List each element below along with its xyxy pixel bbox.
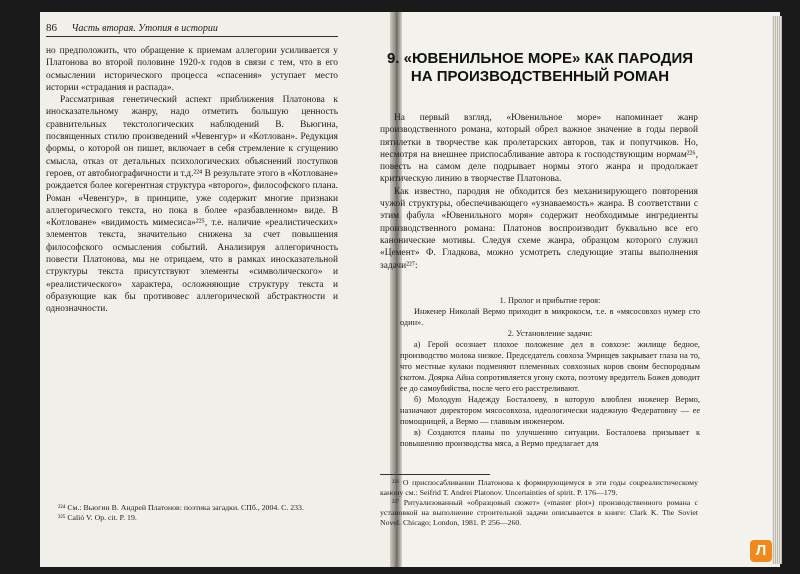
footnote: ²²⁵ Caliò V. Op. cit. P. 19. — [58, 513, 137, 522]
footnote: ²²⁴ См.: Вьюгин В. Андрей Платонов: поэтика загадки. СПб., 2004. С. 233. — [58, 503, 304, 512]
outline-step: 2. Установление задачи: — [507, 329, 593, 338]
page-number: 86 — [46, 22, 57, 34]
footnote: ²²⁶ О приспосабливании Платонова к формирующемуся в эти годы соцреалистическому канону см.: Seifrid T. Andrei Platonov. Uncertainties of spirit. P. 176—179. — [380, 478, 698, 497]
page-edges — [772, 16, 782, 564]
paragraph: но предположить, что обращение к приемам аллегории усиливается у Платонова во второй половине 1920-х годов в связи с тем, что в его осмыслении исторического процесса «спасения» уступает место истории «страдания и распада». — [46, 46, 338, 93]
chapter-heading: 9. «ЮВЕНИЛЬНОЕ МОРЕ» КАК ПАРОДИЯ НА ПРОИЗВОДСТВЕННЫЙ РОМАН — [386, 50, 694, 85]
outline-text: Инженер Николай Вермо приходит в микрокосм, т.е. в «мясосовхоз нумер сто один». — [400, 307, 700, 327]
paragraph: Рассматривая генетический аспект приближения Платонова к иносказательному жанру, надо отметить большую ценность сравнительных текстологических наблюдений В. Вьюгина, посвященных стилю произведений «Чевенгур» и «Котлован». Редукция формы, о которой он пишет, включает в себя стремление к сгущению смысла, отказ от детальных психологических объяснений поступков героев, от автобиографичности и т.д.²²⁴ В результате этого в «Котловане» рождается более когерентная структура «второго», философского плана. Роман «Чевенгур», в принципе, уже содержит многие признаки аллегорического текста, но пока в более «разбавленном» виде. В «Котловане» «видимость мимесиса»²²⁵, т.е. наличие «реалистических» элементов текста, значительно снижена за счет повышения философского осмысления событий. Анализируя аллегоричность повести Платонова, мы не отрицаем, что в рамках иносказательной структуры текста присутствуют элементы «символического» и «реалистического» характера, осложняющие структуру текста и образующие как бы противовес аллегорической абстрактности и однозначности. — [46, 95, 339, 315]
running-head-title: Часть вторая. Утопия в истории — [71, 23, 218, 34]
right-body-text — [380, 112, 698, 272]
watermark-logo-icon: Л — [750, 540, 772, 562]
outline-text: а) Герой осознает плохое положение дел в совхозе: жилище бедное, производство молока низкое. Председатель совхоза Умрищев закрывает глаза на то, что местные кулаки подменяют племенных совхозных коров своим беспородным скотом. Доярка Айна сопротивляется угону скота, поэтому вредитель Божев доводит ее до самоубийства, после чего его расстреливают. — [400, 340, 700, 393]
right-footnotes — [380, 478, 698, 528]
left-body-text — [46, 45, 338, 316]
paragraph: На первый взгляд, «Ювенильное море» напоминает жанр производственного романа, который обрел важное значение в годы первой пятилетки в творчестве как пролетарских авторов, так и попутчиков. Но, несмотря на внешнее приспосабливание автора к господствующим нормам²²⁶, повесть на самом деле подрывает нормы этого жанра и продолжает критическую линию в творчестве Платонова. — [380, 113, 698, 185]
outline-text: б) Молодую Надежду Босталоеву, в которую влюблен инженер Вермо, назначают директором мясосовхоза, идеологически надежную Федератовну — ее помощницей, а Вермо — главным инженером. — [400, 395, 700, 426]
left-footnotes — [46, 503, 338, 523]
outline-text: в) Создаются планы по улучшению ситуации. Босталоева призывает к повышению производства мяса, а Вермо предлагает для — [400, 428, 700, 448]
footnote: ²²⁷ Ритуализованный «образцовый сюжет» («master plot») производственного романа с установкой на выполнение строительной задачи описывается в книге: Clark K. The Soviet Novel. Chicago; London, 1981. P. 256—260. — [380, 498, 698, 527]
running-head — [46, 22, 338, 37]
outline-step: 1. Пролог и прибытие героя: — [499, 296, 601, 305]
footnote-rule — [380, 474, 490, 475]
plot-outline — [400, 295, 700, 449]
paragraph: Как известно, пародия не обходится без механизирующего повторения чужой структуры, обеспечивающего «узнаваемость» жанра. В соответствии с этим фабула «Ювенильного моря» содержит необходимые ингредиенты производственного романа: Платонов воспроизводит буквально все его канонические мотивы. Следуя схеме жанра, образцом которого служил «Цемент» Ф. Гладкова, можно усмотреть следующие этапы выполнения задачи²²⁷: — [380, 186, 698, 271]
